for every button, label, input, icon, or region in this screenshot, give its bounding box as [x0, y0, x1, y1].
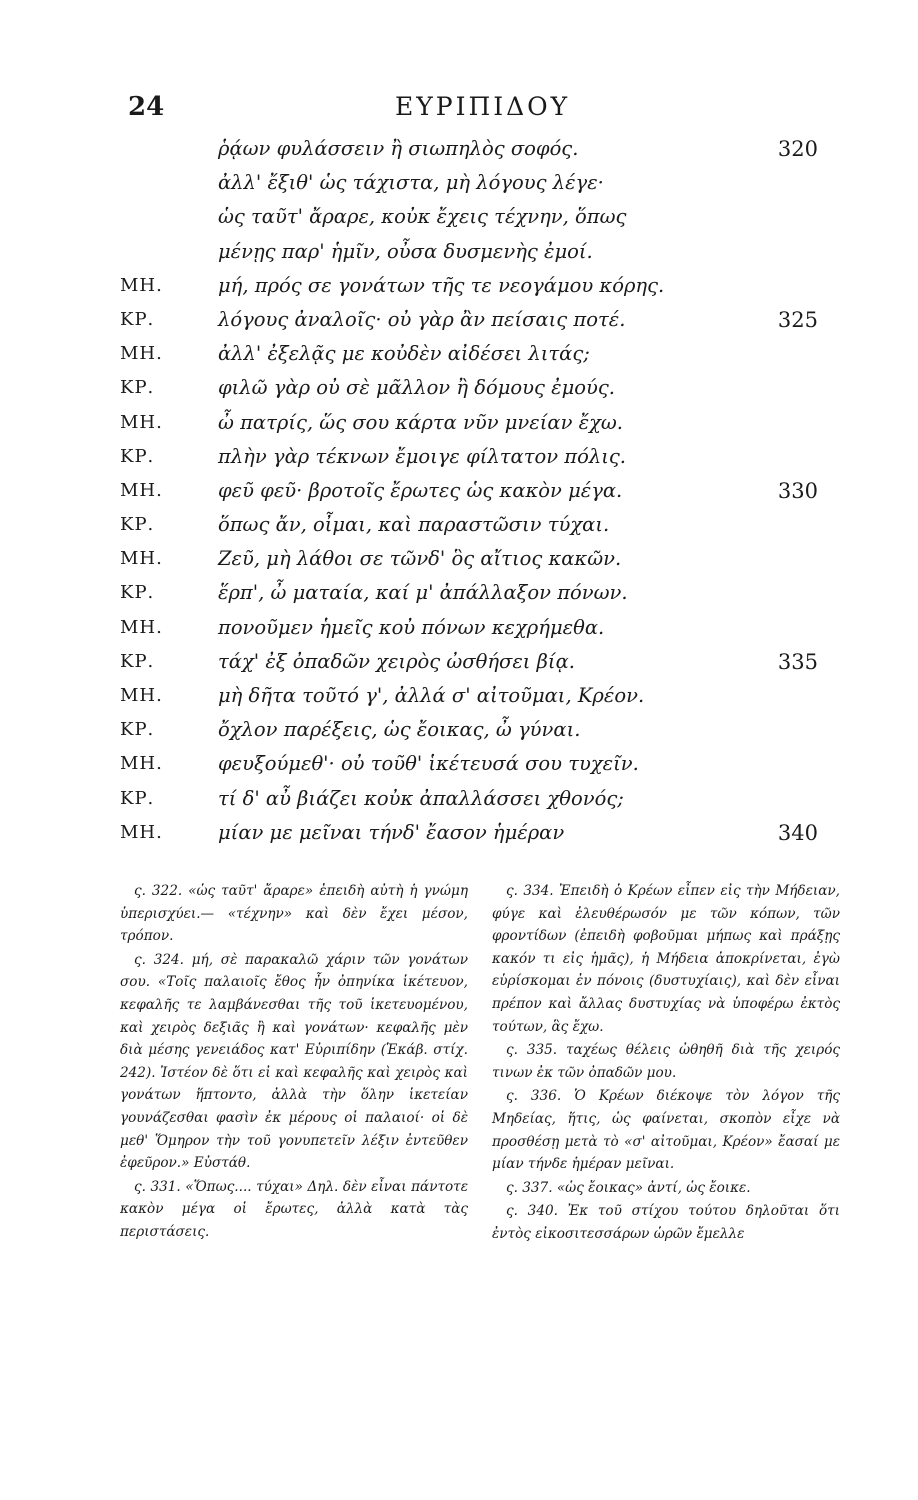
speaker-label: ΜΗ.	[120, 821, 163, 843]
verse-line	[0, 337, 918, 371]
verse-line	[0, 440, 918, 474]
verse-text: πλὴν γὰρ τέκνων ἔμοιγε φίλτατον πόλις.	[218, 444, 626, 468]
line-number: 320	[777, 137, 818, 161]
line-number: 325	[777, 307, 818, 332]
verse-line	[0, 269, 918, 303]
speaker-label: ΜΗ.	[120, 753, 163, 775]
verse-line	[0, 611, 918, 645]
verse-line	[0, 166, 918, 200]
speaker-label: ΜΗ.	[120, 411, 163, 433]
footnote: ς. 336. Ὁ Κρέων διέκοψε τὸν λόγον τῆς Μηδείας, ἥτις, ὡς φαίνεται, σκοπὸν εἶχε νὰ προσθέσῃ μετὰ τὸ «σ' αἰτοῦμαι, Κρέον» ἔασαί με μίαν τήνδε ἡμέραν μεῖναι.	[492, 1088, 840, 1173]
verse-text: ἕρπ', ὦ ματαία, καί μ' ἀπάλλαξον πόνων.	[218, 581, 628, 605]
speaker-label: ΚΡ.	[120, 445, 155, 467]
page-number: 24	[128, 92, 165, 122]
verse-text: ὄχλον παρέξεις, ὡς ἔοικας, ὦ γύναι.	[218, 718, 581, 742]
verse-text: ἀλλ' ἔξιθ' ὡς τάχιστα, μὴ λόγους λέγε·	[218, 171, 604, 195]
verse-line	[0, 816, 918, 850]
verse-line	[0, 132, 918, 166]
speaker-label: ΜΗ.	[120, 479, 163, 501]
verse-line	[0, 371, 918, 405]
speaker-label: ΚΡ.	[120, 514, 155, 536]
verse-text: λόγους ἀναλοῖς· οὐ γὰρ ἂν πείσαις ποτέ.	[218, 307, 626, 331]
footnote: ς. 340. Ἐκ τοῦ στίχου τούτου δηλοῦται ὅτι ἐντὸς εἰκοσιτεσσάρων ὡρῶν ἔμελλε	[492, 1203, 840, 1242]
verse-line	[0, 679, 918, 713]
verse-text: ὅπως ἄν, οἶμαι, καὶ παραστῶσιν τύχαι.	[218, 513, 610, 537]
speaker-label: ΚΡ.	[120, 650, 155, 672]
verse-text: μή, πρός σε γονάτων τῆς τε νεογάμου κόρης.	[218, 273, 665, 297]
footnote: ς. 324. μή, σὲ παρακαλῶ χάριν τῶν γονάτων σου. «Τοῖς παλαιοῖς ἔθος ἦν ὀπηνίκα ἱκέτευον, κεφαλῆς τε λαμβάνεσθαι τῆς τοῦ ἱκετευομένου, καὶ χειρὸς δεξιᾶς ἢ καὶ γονάτων· κεφαλῆς μὲν διὰ μέσης γενειάδος κατ' Εὐριπίδην (Ἑκάβ. στίχ. 242). Ἰστέον δὲ ὅτι εἰ καὶ κεφαλῆς καὶ χειρὸς καὶ γονάτων ἥπτοντο, ἀλλὰ τὴν ὅλην ἱκετείαν γουνάζεσθαι φασὶν ἐκ μέρους οἱ παλαιοί· οἱ δὲ μεθ' Ὅμηρον τὴν τοῦ γονυπετεῖν λέξιν ἐντεῦθεν ἐφεῦρον.» Εὐστάθ.	[120, 951, 468, 1172]
footnote: ς. 335. ταχέως θέλεις ὠθηθῆ διὰ τῆς χειρός τινων ἐκ τῶν ὀπαδῶν μου.	[492, 1042, 840, 1081]
verse-line	[0, 782, 918, 816]
verse-text: μίαν με μεῖναι τήνδ' ἔασον ἡμέραν	[218, 820, 565, 844]
verse-line	[0, 645, 918, 679]
speaker-label: ΚΡ.	[120, 719, 155, 741]
verse-text: φεῦ φεῦ· βροτοῖς ἔρωτες ὡς κακὸν μέγα.	[218, 478, 623, 502]
line-number: 335	[777, 649, 818, 674]
verse-text: φευξούμεθ'· οὐ τοῦθ' ἱκέτευσά σου τυχεῖν.	[218, 752, 639, 776]
notes-right-column	[492, 880, 840, 1246]
verse-text: τάχ' ἐξ ὀπαδῶν χειρὸς ὠσθήσει βίᾳ.	[218, 649, 575, 673]
verse-text: μένῃς παρ' ἡμῖν, οὖσα δυσμενὴς ἐμοί.	[218, 239, 593, 263]
notes-left-column	[120, 880, 468, 1244]
line-number: 330	[777, 478, 818, 503]
verse-text: φιλῶ γὰρ οὐ σὲ μᾶλλον ἢ δόμους ἐμούς.	[218, 376, 615, 400]
speaker-label: ΜΗ.	[120, 548, 163, 570]
verse-line	[0, 747, 918, 781]
verse-text: ὦ πατρίς, ὥς σου κάρτα νῦν μνείαν ἔχω.	[218, 410, 623, 434]
speaker-label: ΜΗ.	[120, 685, 163, 706]
verse-line	[0, 474, 918, 508]
verse-line	[0, 542, 918, 576]
verse-line	[0, 303, 918, 337]
verse-text: ῥᾴων φυλάσσειν ἢ σιωπηλὸς σοφός.	[218, 137, 579, 160]
speaker-label: ΜΗ.	[120, 274, 163, 296]
verse-line	[0, 508, 918, 542]
footnote: ς. 322. «ὡς ταῦτ' ἄραρε» ἐπειδὴ αὐτὴ ἡ γνώμη ὑπερισχύει.— «τέχνην» καὶ δὲν ἔχει μέσον, τρόπον.	[120, 883, 468, 945]
footnote: ς. 334. Ἐπειδὴ ὁ Κρέων εἶπεν εἰς τὴν Μήδειαν, φύγε καὶ ἐλευθέρωσόν με τῶν κόπων, τῶν φροντίδων (ἐπειδὴ φοβοῦμαι μήπως καὶ πράξῃς κακόν τι εἰς ἡμᾶς), ἡ Μήδεια ἀποκρίνεται, ἐγὼ εὑρίσκομαι ἐν πόνοις (δυστυχίαις), καὶ δὲν εἶναι πρέπον καὶ ἄλλας δυστυχίας νὰ ὑποφέρω ἐκτὸς τούτων, ἃς ἔχω.	[492, 883, 840, 1035]
speaker-label: ΚΡ.	[120, 582, 155, 604]
speaker-label: ΚΡ.	[120, 787, 155, 809]
verse-line	[0, 576, 918, 610]
verse-line	[0, 713, 918, 747]
verse-text: πονοῦμεν ἡμεῖς κοὐ πόνων κεχρήμεθα.	[218, 615, 605, 639]
verse-text: Ζεῦ, μὴ λάθοι σε τῶνδ' ὃς αἴτιος κακῶν.	[218, 547, 622, 571]
speaker-label: ΚΡ.	[120, 377, 155, 399]
footnote: ς. 337. «ὡς ἔοικας» ἀντί, ὡς ἔοικε.	[506, 1179, 751, 1196]
verse-line	[0, 235, 918, 269]
verse-text: τί δ' αὖ βιάζει κοὐκ ἀπαλλάσσει χθονός;	[218, 786, 624, 810]
verse-text: μὴ δῆτα τοῦτό γ', ἀλλά σ' αἰτοῦμαι, Κρέον.	[218, 684, 645, 707]
verse-line	[0, 406, 918, 440]
speaker-label: ΜΗ.	[120, 616, 163, 638]
running-title: ΕΥΡΙΠΙΔΟΥ	[395, 92, 571, 121]
verse-text: ὡς ταῦτ' ἄραρε, κοὐκ ἔχεις τέχνην, ὅπως	[218, 205, 627, 229]
verse-line	[0, 200, 918, 234]
speaker-label: ΜΗ.	[120, 343, 163, 365]
footnote: ς. 331. «Ὅπως.... τύχαι» Δηλ. δὲν εἶναι πάντοτε κακὸν μέγα οἱ ἔρωτες, ἀλλὰ κατὰ τὰς περιστάσεις.	[120, 1178, 468, 1240]
line-number: 340	[777, 820, 818, 845]
verse-block	[0, 132, 918, 850]
verse-text: ἀλλ' ἐξελᾷς με κοὐδὲν αἰδέσει λιτάς;	[218, 342, 590, 366]
speaker-label: ΚΡ.	[120, 308, 155, 330]
